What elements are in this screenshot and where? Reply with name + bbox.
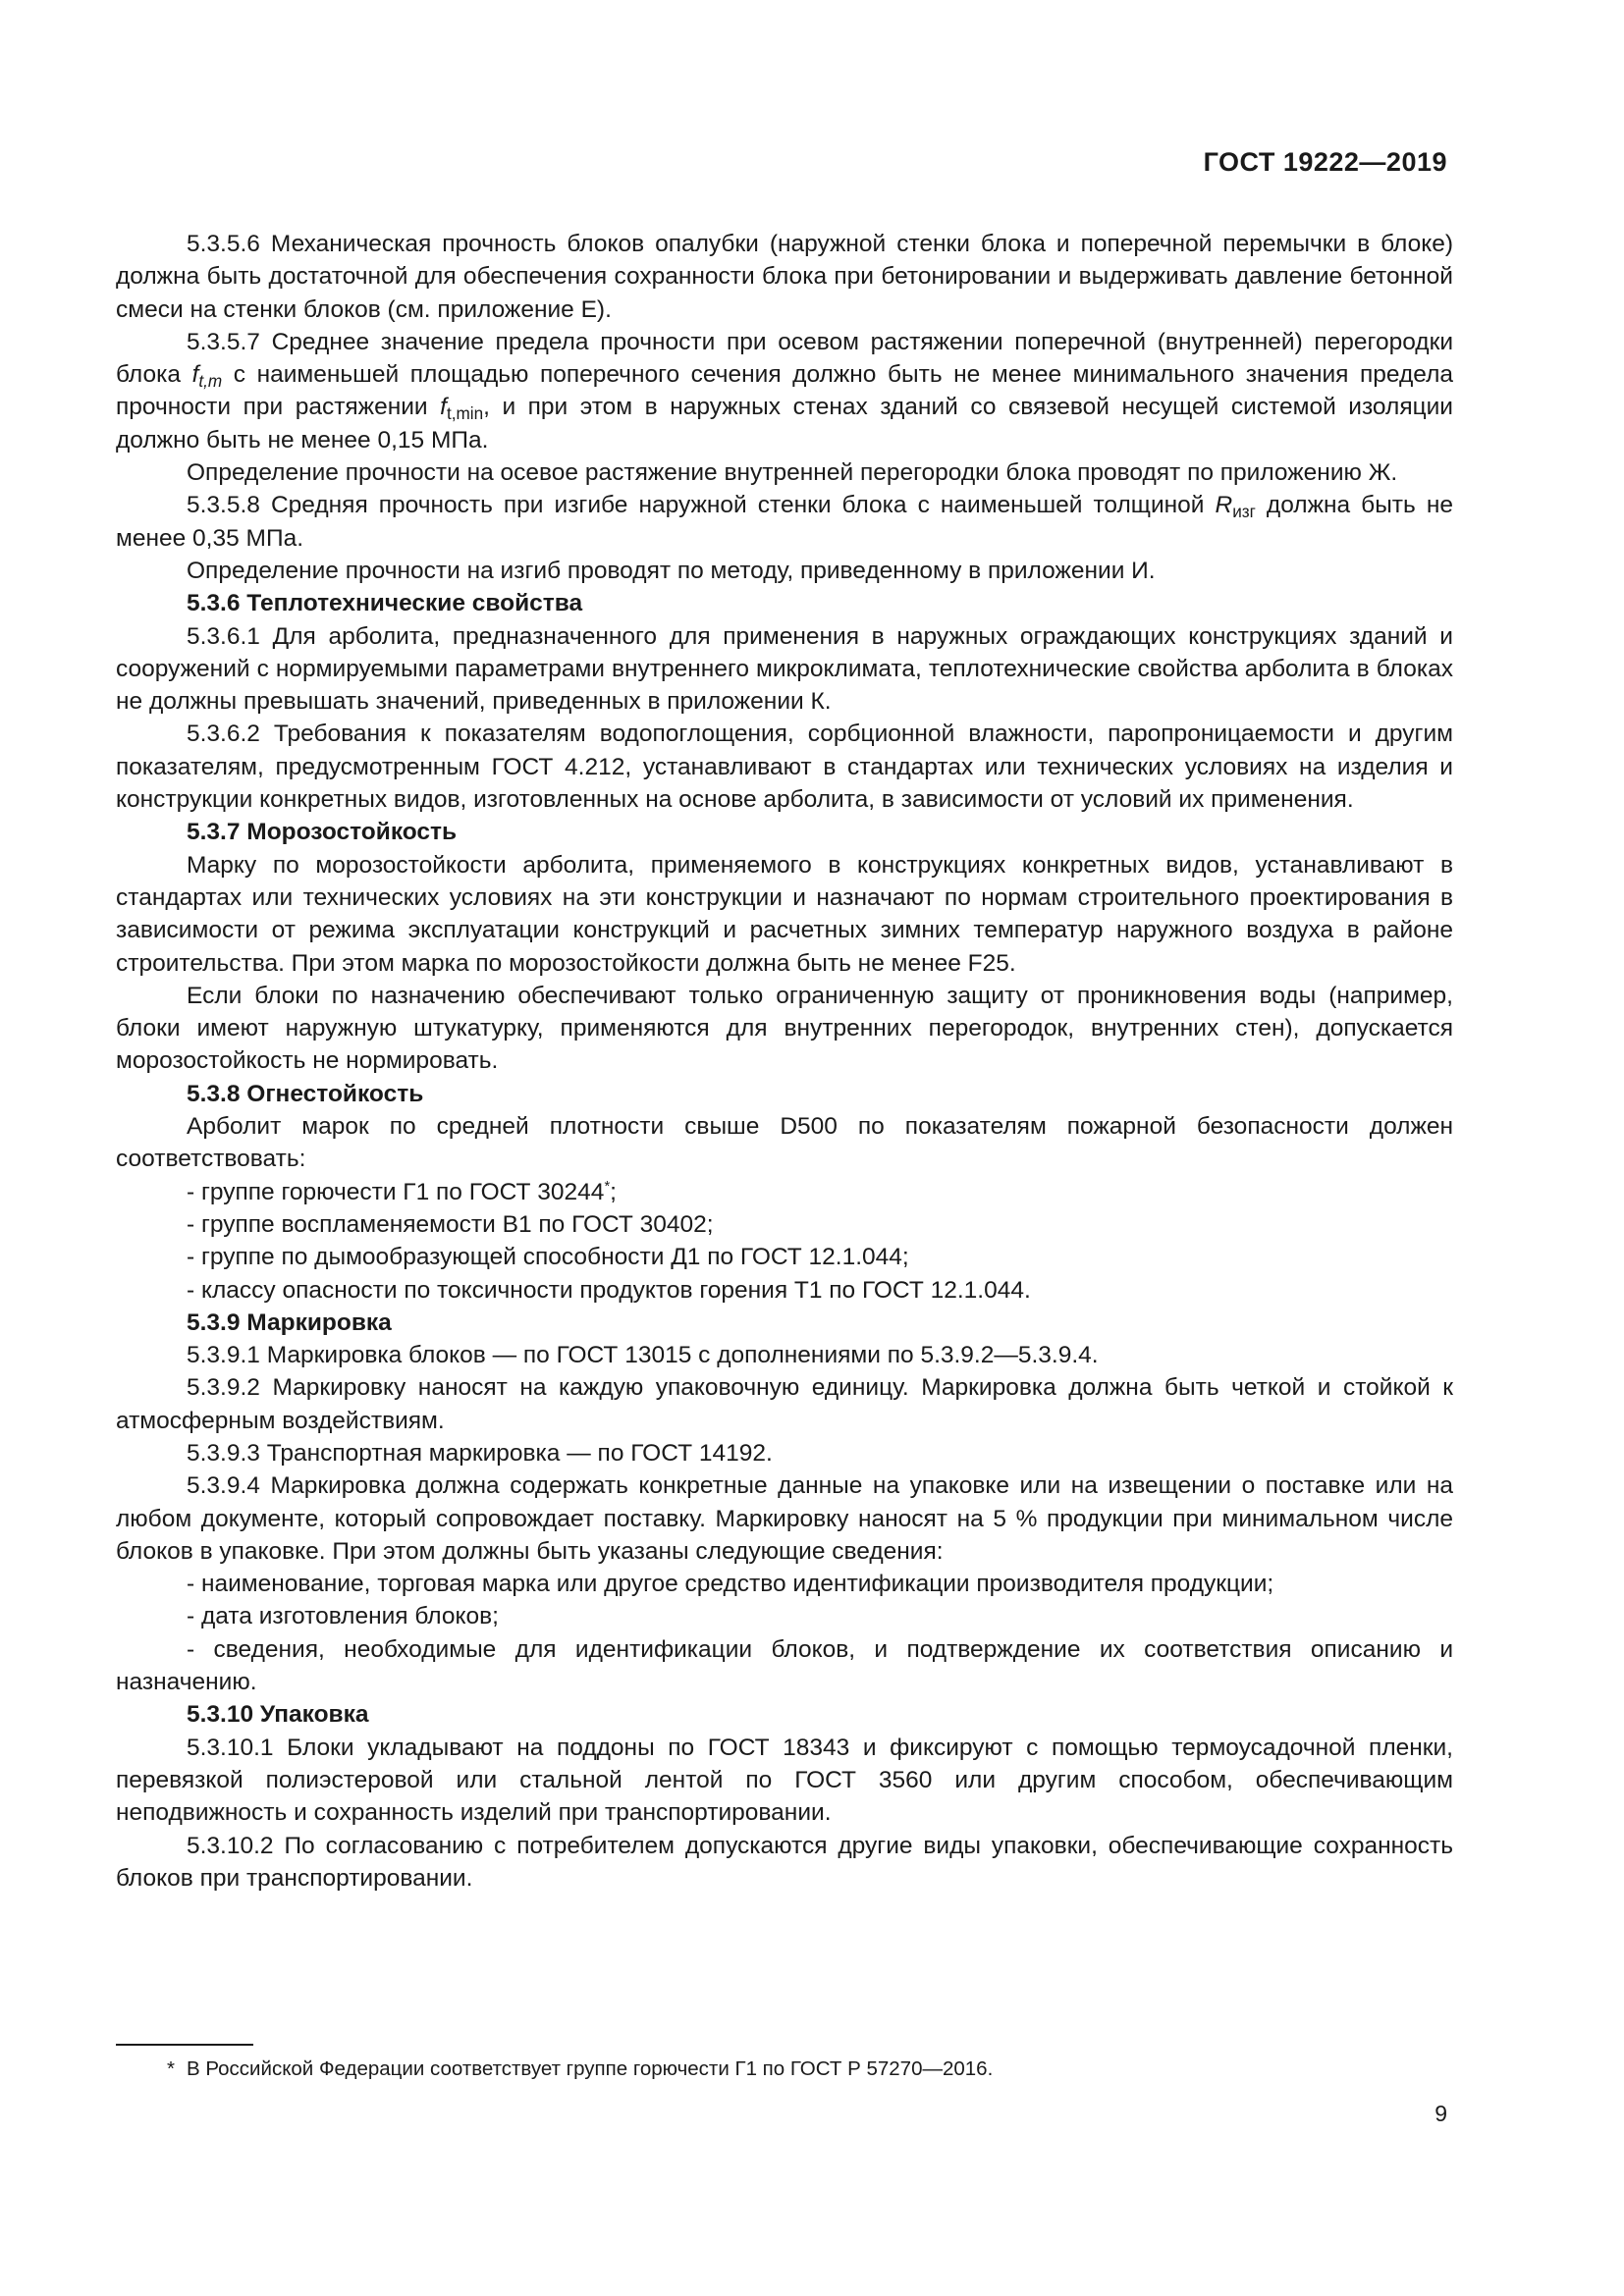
subscript-tmin: t,min [446, 403, 484, 424]
text-run: 5.3.5.7 Среднее значение предела прочности при осевом растяжении поперечной (внутренней) перегородки блока [116, 328, 1453, 389]
list-item-ignitability: - группе воспламеняемости В1 по ГОСТ 30402; [187, 1210, 714, 1238]
paragraph-5-3-9-2: 5.3.9.2 Маркировку наносят на каждую упаковочную единицу. Маркировка должна быть четкой и стойкой к атмосферным воздействиям. [116, 1374, 1453, 1434]
footnote-text: В Российской Федерации соответствует группе горючести Г1 по ГОСТ Р 57270—2016. [187, 2057, 994, 2080]
paragraph-frost-exception: Если блоки по назначению обеспечивают только ограниченную защиту от проникновения воды (например, блоки имеют наружную штукатурку, применяются для внутренних перегородок, внутренних стен), допускается морозостойкость не нормировать. [116, 982, 1453, 1075]
paragraph-5-3-6-1: 5.3.6.1 Для арболита, предназначенного для применения в наружных ограждающих конструкциях зданий и сооружений с нормируемыми параметрами внутреннего микроклимата, теплотехнические свойства арболита в блоках не должны превышать значений, приведенных в приложении К. [116, 622, 1453, 716]
paragraph-fire-requirements: Арболит марок по средней плотности свыше D500 по показателям пожарной безопасности должен соответствовать: [116, 1113, 1453, 1173]
document-body [116, 228, 1453, 1895]
symbol-f: f [191, 361, 199, 389]
subscript-izg: изг [1232, 502, 1256, 522]
footnote [167, 2056, 994, 2083]
paragraph-tensile-test: Определение прочности на осевое растяжение внутренней перегородки блока проводят по приложению Ж. [187, 459, 1398, 487]
text-run: - группе горючести Г1 по ГОСТ 30244 [187, 1178, 605, 1205]
list-item-manufacturer: - наименование, торговая марка или другое средство идентификации производителя продукции; [187, 1571, 1274, 1598]
section-heading-5-3-9: 5.3.9 Маркировка [187, 1308, 392, 1336]
paragraph-5-3-9-1: 5.3.9.1 Маркировка блоков — по ГОСТ 13015 с дополнениями по 5.3.9.2—5.3.9.4. [187, 1342, 1099, 1369]
section-heading-5-3-8: 5.3.8 Огнестойкость [187, 1080, 424, 1107]
list-item-date: - дата изготовления блоков; [187, 1603, 499, 1630]
paragraph-5-3-10-2: 5.3.10.2 По согласованию с потребителем допускаются другие виды упаковки, обеспечивающие сохранность блоков при транспортировании. [116, 1832, 1453, 1892]
page-number: 9 [1435, 2101, 1447, 2126]
section-heading-5-3-6: 5.3.6 Теплотехнические свойства [187, 590, 583, 617]
section-heading-5-3-7: 5.3.7 Морозостойкость [187, 819, 458, 846]
paragraph-5-3-5-8 [116, 489, 1453, 555]
text-run: 5.3.5.8 Средняя прочность при изгибе наружной стенки блока с наименьшей толщиной [187, 492, 1216, 519]
paragraph-frost-grade: Марку по морозостойкости арболита, применяемого в конструкциях конкретных видов, устанавливают в стандартах или технических условиях на эти конструкции и назначают по нормам строительного проектирования в зависимости от режима эксплуатации конструкций и расчетных зимних температур наружного воздуха в районе строительства. При этом марка по морозостойкости должна быть не менее F25. [116, 851, 1453, 977]
list-item-identification: - сведения, необходимые для идентификации блоков, и подтверждение их соответствия описанию и назначению. [116, 1635, 1453, 1696]
list-item-smoke: - группе по дымообразующей способности Д1 по ГОСТ 12.1.044; [187, 1244, 909, 1271]
paragraph-bending-test: Определение прочности на изгиб проводят по методу, приведенному в приложении И. [187, 557, 1156, 584]
paragraph-5-3-5-7 [116, 326, 1453, 456]
subscript-tm: t,m [198, 371, 223, 392]
document-header: ГОСТ 19222—2019 [1203, 147, 1447, 177]
footnote-reference: * [604, 1178, 611, 1195]
list-item-flammability [116, 1176, 1453, 1208]
text-run: , и при этом в наружных стенах зданий со связевой несущей системой изоляции должно быть не менее 0,15 МПа. [116, 394, 1453, 454]
list-item-toxicity: - классу опасности по токсичности продуктов горения Т1 по ГОСТ 12.1.044. [187, 1276, 1031, 1304]
paragraph-5-3-10-1: 5.3.10.1 Блоки укладывают на поддоны по ГОСТ 18343 и фиксируют с помощью термоусадочной пленки, перевязкой полиэстеровой или стальной лентой по ГОСТ 3560 или другим способом, обеспечивающим неподвижность и сохранность изделий при транспортировании. [116, 1734, 1453, 1827]
paragraph-5-3-9-4: 5.3.9.4 Маркировка должна содержать конкретные данные на упаковке или на извещении о поставке или на любом документе, который сопровождает поставку. Маркировку наносят на 5 % продукции при минимальном числе блоков в упаковке. При этом должны быть указаны следующие сведения: [116, 1472, 1453, 1565]
symbol-r: R [1215, 492, 1233, 519]
text-run: с наименьшей площадью поперечного сечения должно быть не менее минимального значения предела прочности при растяжении [116, 361, 1453, 421]
paragraph-5-3-5-6: 5.3.5.6 Механическая прочность блоков опалубки (наружной стенки блока и поперечной перемычки в блоке) должна быть достаточной для обеспечения сохранности блока при бетонировании и выдерживать давление бетонной смеси на стенки блоков (см. приложение Е). [116, 231, 1453, 323]
text-run: ; [610, 1178, 617, 1205]
symbol-f: f [440, 394, 447, 421]
text-run: должна быть не менее 0,35 МПа. [116, 492, 1453, 552]
footnote-divider [116, 2044, 253, 2046]
footnote-mark: * [167, 2057, 175, 2080]
paragraph-5-3-6-2: 5.3.6.2 Требования к показателям водопоглощения, сорбционной влажности, паропроницаемости и другим показателям, предусмотренным ГОСТ 4.212, устанавливают в стандартах или технических условиях на изделия и конструкции конкретных видов, изготовленных на основе арболита, в зависимости от условий их применения. [116, 721, 1453, 814]
paragraph-5-3-9-3: 5.3.9.3 Транспортная маркировка — по ГОСТ 14192. [187, 1439, 773, 1467]
section-heading-5-3-10: 5.3.10 Упаковка [187, 1701, 369, 1729]
